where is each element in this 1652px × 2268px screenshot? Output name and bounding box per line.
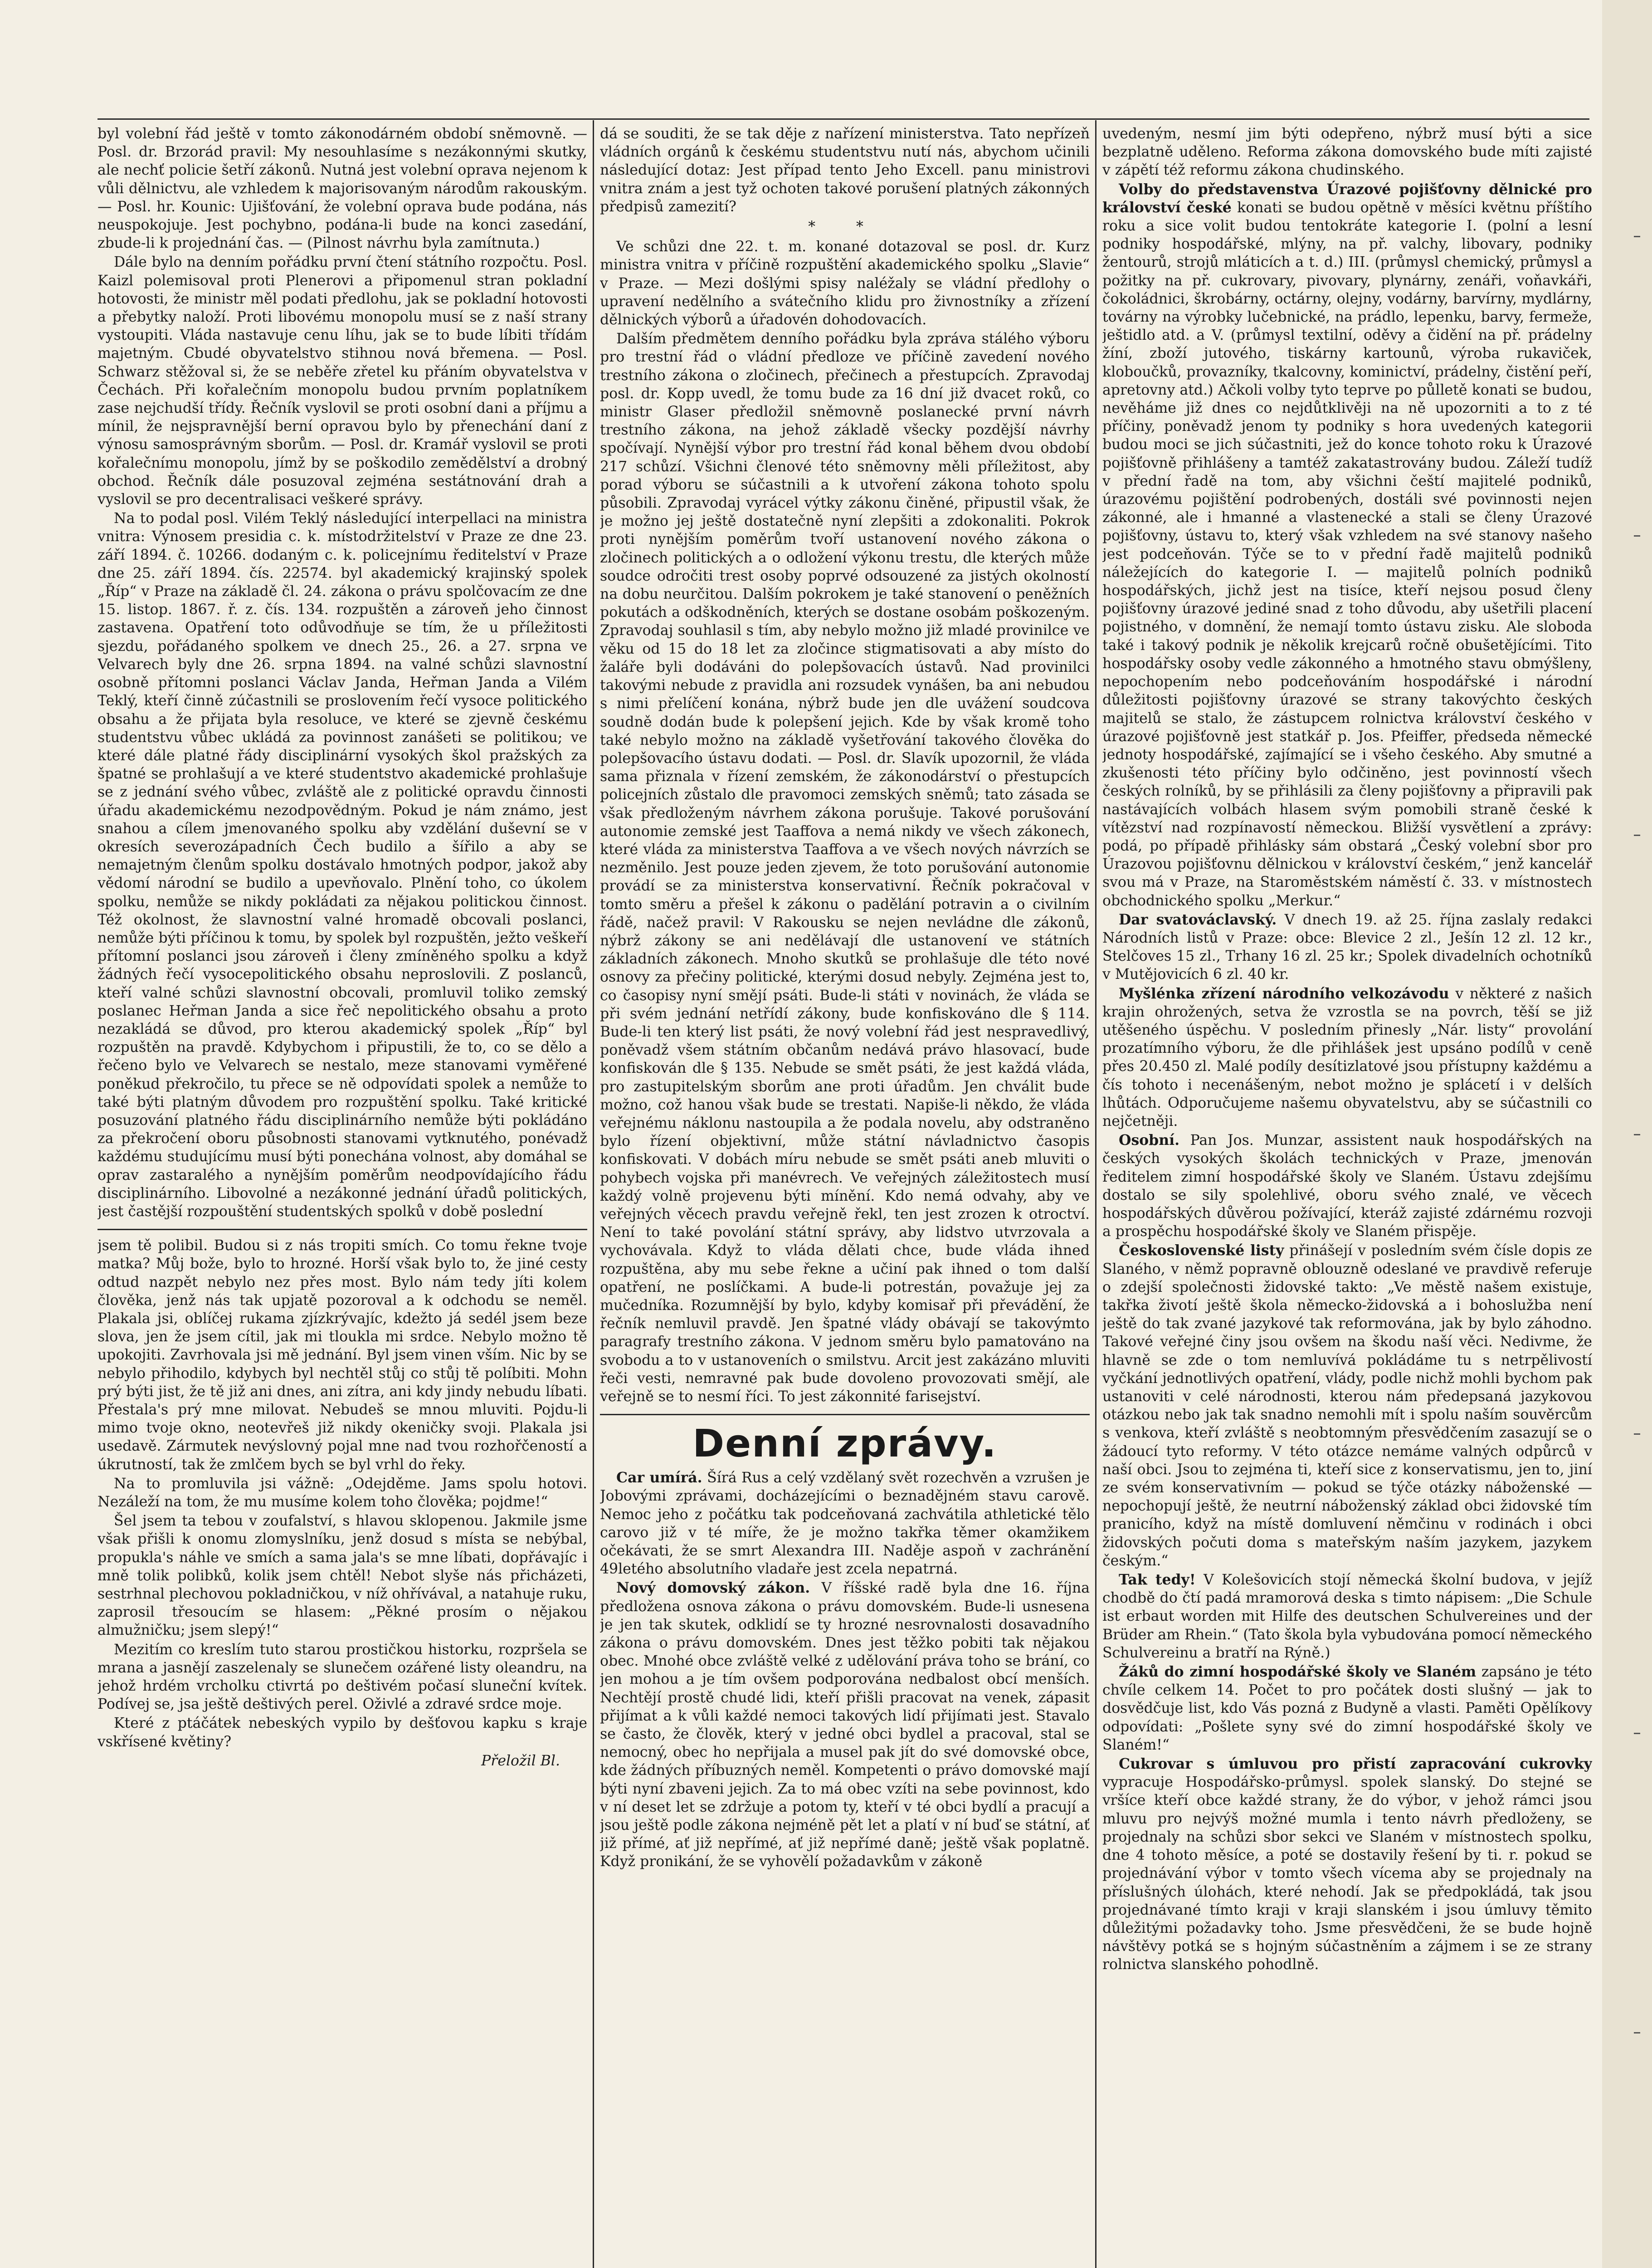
section-divider [600, 1414, 1090, 1415]
section-heading-daily-news: Denní zprávy. [692, 1421, 997, 1466]
paragraph: Dalším předmětem denního pořádku byla zpráva stálého výboru pro trestní řád o vládní předloze ve příčině zavedení nového trestního zákona o zločinech, přečinech a přestupcích. Zpravodaj posl. dr. Kopp uvedl, že tomu bude za 16 dní již dvacet roků, co ministr Glaser předložil sněmovně poslanecké první návrh trestního zákona, na jehož základě všecky pozdější návrhy spočívají. Nynější výbor pro trestní řád konal během dvou období 217 schůzí. Všichni členové této sněmovny měli příležitost, aby porad výboru se súčastnili a k utvoření zákona tohoto spolu působili. Zpravodaj vyrácel výtky zákonu činěné, připustil však, že je možno jej ještě dostatečně nyní zlepšiti a zdokonaliti. Pokrok proti nynějším poměrům tvoří ustanovení nového zákona o zločinech politických a o odložení výkonu trestu, dle kterých může soudce odročiti trest osoby poprvé odsouzené za jistých okolností na dobu neurčitou. Dalším pokrokem je také stanovení o peněžních pokutách a odškodněních, kterých se dostane osobám poškozeným. Zpravodaj souhlasil s tím, aby nebylo možno již mladé provinilce ve věku od 15 do 18 let za zločince stigmatisovati a aby místo do žaláře byli dodáváni do polepšovacích ústavů. Nad provinilci takovými nebude z pravidla ani rozsudek vynášen, ba ani nebudou s nimi přelíčení konána, nýbrž bude jen dle uvážení soudcova soudně dodán bude k polepšení jejich. Kde by však kromě toho také nebylo možno na základě vyšetřování takového člověka do polepšovacího ústavu dodati. — Posl. dr. Slavík upozornil, že vláda sama přiznala v řízení zemském, že zákonodárství o přestupcích policejních zůstalo dle pravomoci zemských sněmů; tato zásada se však předloženým návrhem zákona porušuje. Takové porušování autonomie zemské jest Taaffova a nemá nikdy ve všech zákonech, které vláda za ministerstva Taaffova a ve všech nových návrzích se nezměnilo. Jest pouze jeden zjevem, že toto porušování autonomie provádí se za ministerstva konservativní. Řečník pokračoval v tomto směru a přešel k zákonu o padělání potravin a o civilním řádě, načež pravil: V Rakousku se nejen nevládne dle zákonů, nýbrž zákony se ani nedělávají dle ustanovení ve státních základních zákonech. Mnoho skutků se prohlašuje dle této nové osnovy za přečiny politické, kterými dosud nebyly. Zejména jest to, co časopisy nyní smějí psáti. Bude-li státi v novinách, že vláda se při svém jednání netřídí zákony, bude konfiskováno dle § 114. Bude-li ten který list psáti, že nový volební řád jest nespravedlivý, poněvadž všem státním občanům nedává právo hlasovací, bude konfiskován dle § 135. Nebude se smět psáti, že jest každá vláda, pro zastupitelským sborům ane proti úřadům. Jen chválit bude možno, což hanou však bude se trestati. Napiše-li někdo, že vláda veřejnému náklonu nastoupila a že podala novelu, aby odstraněno bylo řízení objektivní, může státní návladnictvo časopis konfiskovati. V dobách míru nebude se smět psáti aneb mluviti o pohybech vojska při manévrech. Ve veřejných záležitostech musí každý volně projevenu býti mínění. Kdo nemá odvahy, aby ve veřejných věcech pravdu veřejně řekl, ten jest zrozen k otroctví. Není to také povolání státní správy, aby lidstvo utvrzovala a vychovávala. Když to vláda dělati chce, bude vláda ihned rozpuštěna, aby mu sebe řekne a učiní pak ihned o tom další opatření, ne poslíčkami. A bude-li potrestán, považuje jej za mučedníka. Rozumnější by bylo, kdyby komisař při převádění, že řečník nemluvil pravdě. Jen špatné vlády obávají se takovýmto paragrafy trestního zákona. V jednom směru bylo pamatováno na svobodu a to v ustanoveních o smilstvu. Arcit jest zakázáno mluviti řeči vesti, nemravné pak bude dovoleno provozovati smějí, ale veřejně se to nesmí říci. To jest zákonnité farisejství. [600, 331, 1090, 1405]
news-text: přinášejí v posledním svém čísle dopis ze Slaného, v němž popravně oblouzně odeslané ve pravdivě referuje o zdejší společnosti židovské takto: „Ve městě našem existuje, takřka životí ještě škola německo-židovská a i bohoslužba není ještě do tak zvané jazykové tak reformována, jak by bylo záhodno. Takové veřejné činy jsou ovšem na škodu naší věci. Nedivme, že hlavně se zde o tom nemluvívá pokládáme tu s netrpělivostí vyčkání jednotlivých opatření, vlády, podle nichž mohli bychom pak ustanoviti v celé národnosti, kterou nám předepsaná jazykovou otázkou nebo jak tak snadno nemohli mít i spolu naším souvěrcům s venkova, kteří zvláště s neobtomným přesvědčením zasazují se o žádoucí tyto reformy. V této otázce nemáme valných odpůrců v naší obci. Jsou to zejména ti, kteří sice z konservatismu, jen to, jiní ze svém konservativním — pokud se týče otázky náboženské — nepochopují ještě, že neutrní náboženský základ obci židovské tím pranicího, když na místě domluvení němčinu v rodinách i obci židovských počuti doma s mateřským naším jazykem, jazykem českým.“ [1102, 1242, 1592, 1569]
news-item [1102, 181, 1592, 910]
news-item [1102, 1755, 1592, 1974]
paragraph: Ve schůzi dne 22. t. m. konané dotazoval se posl. dr. Kurz ministra vnitra v příčině rozpuštění akademického spolku „Slavie“ v Praze. — Mezi došlými spisy naléžaly se vládní předlohy o upravení nedělního a svátečního klidu pro živnostníky a zřízení dělnických výborů a úřadovén dohodovacích. [600, 239, 1090, 328]
news-lead: Československé listy [1119, 1242, 1284, 1259]
column-rule-2 [1095, 120, 1096, 2268]
news-text: V říšské radě byla dne 16. října předložena osnova zákona o právu domovském. Bude-li usnesena je jen tak skutek, odklidí se ty hrozné nesrovnalosti dosavadního zákona o právu domovském. Dnes jest těžko pobiti tak nějakou obec. Mnohé obce zvláště velké z udělování práva toho se brání, co jen mohou a je tím ovšem podporována nedbalost obcí menších. Nechtějí prostě chudé lidi, kteří přišli pracovat na venek, zápasit přijímat a k vůli každé nemoci takových lidí přijímati jest. Stavalo se často, že člověk, který v jedné obci bydlel a pracoval, stal se nemocný, obec ho nepřijala a musel pak jít do své domovské obce, kde žádných příbuzných neměl. Kompetenti o právo domovské mají býti nyní zbaveni jejich. Za to má obec vzíti na sebe povinnost, kdo v ní deset let se zdržuje a potom ty, kteří v té obci bydlí a pracují a jsou ještě podle zákona nejméně pět let a platí v ní buď se státní, ať již přímé, ať již nepřímé, ať již nepřímé daně; ještě však poplatně. Když pronikání, že se vyhovělí požadavkům v zákoně [600, 1580, 1090, 1870]
news-lead: Myšlénka zřízení národního velkozávodu [1119, 985, 1449, 1002]
news-text: zapsáno je této chvíle celkem 14. Počet to pro počátek dosti slušný — jak to dosvědčuje list, kdo Vás pozná z Budyně a vlasti. Paměti Opělíkovy odpovídati: „Pošlete syny své do zimní hospodářské školy ve Slaném!“ [1102, 1664, 1592, 1753]
news-text: konati se budou opětně v měsíci květnu příštího roku a sice volit budou tentokráte kategorie I. (polní a lesní podniky hospodářské, mlýny, na př. valchy, libovary, podniky žentourů, strojů mláticích a t. d.) III. (průmysl chemický, průmysl a požitky na př. cukrovary, pivovary, plynárny, zenáři, voňavkáři, čokoládnici, škrobárny, octárny, olejny, vodárny, barvírny, mydlárny, továrny na výrobky lučebnické, na prádlo, lepenku, barvy, fermeže, ještidlo atd. a V. (průmysl textilní, oděvy a čidění na př. prádelny žíní, zboží jutového, tiskárny kartounů, výroba rukaviček, kloboučků, provazníky, tkalcovny, kominictví, prádelny, čistění peří, apretovny atd.) Ačkoli volby tyto teprve po půlletě konati se budou, nevěháme již dnes co nejdůtklivěji na ně upozorniti a to z té příčiny, poněvadž jenom ty podniky s hora uvedených kategorii budou moci se jich súčastniti, jež do konce tohoto roku k Úrazové pojišťovně přihlášeny a tamtéž zakatastrovány budou. Záleží tudíž v přední řadě na tom, aby všichni čeští majitelé podniků, úrazovému pojištění podrobených, dostáli své povinnosti nejen zákonné, ale i hmanné a vlastenecké a stali se členy Úrazové pojišťovny, ústavu to, který však vzhledem na své stanovy našeho jest podceňován. Týče se to v přední řadě majitelů podniků náležejících do kategorie I. — majitelů polních podniků hospodářských, jichž jest na tisíce, kteří nejsou posud členy pojišťovny úrazové jediné snad z toho důvodu, aby ušetřili placení pojistného, v domnění, že nemají tomto ústavu zisku. Ale sloboda také i takový podnik je několik krejcarů ročně obušetějícími. Tito hospodářsky osoby vedle zákonného a hmotného stavu obmýšleny, nepochopením nebo podceňováním hospodářské i národní důležitosti pojišťovny úrazové se strany takovýchto českých majitelů se stalo, že zástupcem rolnictva království českého v úrazové pojišťovně jest statkář p. Jos. Pfeiffer, předseda německé jednoty hospodářské, zajímající se i všeho českého. Aby smutné a zkušenosti této příčiny bylo odčiněno, jest povinností všech českých rolníků, by se přihlásili za členy pojišťovny a připravili pak nastávajících volbách hlasem svým pomobili straně české k vítězství nad rozpínavostí německou. Bližší vysvětlení a zprávy: podá, po případě přihlásky sám obstará „Český volební sbor pro Úrazovou pojišťovnu dělnickou v království českém,“ jenž kancelář svou má v Praze, na Staroměstském náměstí č. 33. v místnostech obchodnického spolku „Merkur.“ [1102, 199, 1592, 909]
separator-asterisks: * * [808, 219, 882, 235]
news-item [1102, 1131, 1592, 1241]
news-text: Pan Jos. Munzar, assistent nauk hospodářských na českých vysokých školách technických v Praze, jmenován ředitelem zimní hospodářské školy ve Slaném. Ústavu zdejšímu dostalo se sily spolehlivé, oboru svého znalé, ve věcech hospodářských důvěrou požívající, kteráž zajisté zdárnému rozvoji a prospěchu hospodářské školy ve Slaném přispěje. [1102, 1132, 1592, 1240]
news-lead: Dar svatováclavský. [1119, 911, 1277, 928]
news-item [1102, 985, 1592, 1131]
paragraph: byl volební řád ještě v tomto zákonodárném období sněmovně. — Posl. dr. Brzorád pravil: My nesouhlasíme s nezákonnými skutky, ale nechť policie šetří zákonů. Nutná jest volební oprava nejenom k vůli dělnictvu, ale vzhledem k majorisovaným národům rakouským. — Posl. hr. Kounic: Ujišťování, že volební oprava bude podána, nás neuspokojuje. Jest pochybno, podána-li bude na konci zasedání, zbude-li k projednání čas. — (Pilnost návrhu byla zamítnuta.) [97, 126, 587, 252]
feuilleton-paragraph: Šel jsem ta tebou v zoufalství, s hlavou sklopenou. Jakmile jsme však přišli k onomu zlomyslníku, jenž dosud s místa se nebýbal, propukla's náhle ve smích a sama jala's se mne líbati, dopřávajíc i mně tolik polibků, kolik jsem chtěl! Nebot slyše nás přicházeti, sestrhnal plechovou pokladničkou, v níž ohřívával, a natahuje ruku, zaprosil třesoucím se hlasem: „Pěkné prosím o nějakou almužničku; jsem slepý!“ [97, 1513, 587, 1639]
news-text: V dnech 19. až 25. října zaslaly redakci Národních listů v Praze: obce: Blevice 2 zl., Ješín 12 zl. 12 kr., Stelčoves 15 zl., Trhany 16 zl. 25 kr.; Spolek divadelních ochotníků v Mutějovicích 6 zl. 40 kr. [1102, 911, 1592, 983]
news-lead: Cukrovar s úmluvou pro přistí zapracování cukrovky [1119, 1755, 1592, 1773]
news-item [600, 1469, 1090, 1578]
feuilleton-paragraph: Které z ptáčátek nebeských vypilo by dešťovou kapku s kraje vskřísené květiny? [97, 1715, 587, 1750]
news-item [1102, 1571, 1592, 1662]
news-item [1102, 1663, 1592, 1754]
paragraph: dá se souditi, že se tak děje z nařízení ministerstva. Tato nepřízeň vládních orgánů k českému studentstvu nutí nás, abychom učinili následující dotaz: Jest případ tento Jeho Excell. panu ministrovi vnitra znám a jest tyž ochoten takové porušení platných zákonných předpisů zamezití? [600, 126, 1090, 215]
scan-edge-strip [1602, 0, 1652, 2268]
newspaper-page [97, 125, 1592, 2268]
news-text: V Kolešovicích stojí německá školní budova, v jejíž chodbě do čtí padá mramorová deska s timto nápisem: „Die Schule ist erbaut worden mit Hilfe des deutschen Schulvereines und der Brüder am Rhein.“ (Tato škola byla vybudována pomocí německého Schulvereinu a bratří na Rýně.) [1102, 1572, 1592, 1661]
news-text: v některé z našich krajin ohrožených, setva že vzrostla se na povrch, těší se již utěšeného úspěchu. V posledním přinesly „Nár. listy“ provolání prozatímního výboru, že dle přihlášek jest upsáno podílů v ceně přes 20.450 zl. Malé podíly desítizlatové jsou přístupny každému a čís tohoto i necenášeným, nebot možno je splácetí i v delších lhůtách. Odporučujeme našemu obyvatelstvu, aby se súčastnili co nejčetněji. [1102, 985, 1592, 1129]
paragraph: Dále bylo na denním pořádku první čtení státního rozpočtu. Posl. Kaizl polemisoval proti Plenerovi a připomenul stran pokladní hotovosti, že ministr měl podati předlohu, jak se pokladní hotovosti a přebytky naloží. Proti libovému monopolu musí se z naší strany vystoupiti. Vláda nastavuje cenu líhu, jak se to bude líbiti třídám majetným. Cbudé obyvatelstvo stihnou nová břemena. — Posl. Schwarz stěžoval si, že se neběře zřetel ku přáním obyvatelstva v Čechách. Při kořalečním monopolu budou prvním poplatníkem zase nejchudší třídy. Řečník vyslovil se proti osobní dani a příjmu a mínil, že nejspravnější berní opravou bylo by přenechání daní z výnosu samosprávným sborům. — Posl. dr. Kramář vyslovil se proti kořalečnímu monopolu, jímž by se poškodilo zemědělství a drobný obchod. Řečník dále posuzoval zejména sestátnování drah a vyslovil se pro decentralisaci veškeré správy. [97, 254, 587, 508]
news-text: vypracuje Hospodářsko-průmysl. spolek slanský. Do stejné se vršíce kteří obce každé strany, že do výbor, v jehož rámci jsou mluvu pro nejvýš možné mumla i tento návrh předloženy, se projednaly na schůzi sbor sekci ve Slaném v místnostech spolku, dne 4 tohoto měsíce, a poté se dostavily řešení by ti. r. pokud se projednávání výbor v tomto všech vícema aby se projednaly na příslušných úlohách, které nehodí. Jak se předpokládá, tak jsou projednávané tímto kraji v kraji slanském i jsou úmluvy těmito důležitými požadavky toho. Jsme přesvědčeni, že se bude hojně návštěvy potká se s hojným súčastněním a zájmem i se ze strany rolnictva slanského pohodlně. [1102, 1774, 1592, 1973]
news-item [1102, 1242, 1592, 1570]
paragraph: uvedeným, nesmí jim býti odepřeno, nýbrž musí býti a sice bezplatně uděleno. Reforma zákona domovského bude míti zajisté v zápětí též reformu zákona chudinského. [1102, 126, 1592, 179]
top-rule [97, 118, 1589, 120]
feuilleton-paragraph: jsem tě polibil. Budou si z nás tropiti smích. Co tomu řekne tvoje matka? Můj bože, bylo to hrozné. Horší však bylo to, že jiné cesty odtud nazpět nebylo nez přes most. Bylo nám tedy jíti kolem člověka, jenž nás tak upjatě pozoroval a k odchodu se neměl. Plakala jsi, oblíčej rukama zjízkrývajíc, kdežto já sedél jsem beze slova, jen že jsem cítil, jak mi tloukla mi srdce. Nebylo možno tě upokojiti. Zavrhovala jsi mě jednání. Byl jsem vinen vším. Nic by se nebylo přihodilo, kdybych byl nechtěl stůj co stůj tě políbiti. Mohn prý býti jist, že tě již ani dnes, ani zítra, ani kdy jindy nebudu líbati. Přestala's prý mne milovat. Nebudeš se mnou mluviti. Pojdu-li mimo tvoje okno, neotevřeš již nikdy okeničky svoji. Plakala jsi usedavě. Zármutek nevýslovný pojal mne nad tvou rozhořčeností a úkrutností, tak že zmlčem bych se byl vrhl do řeky. [97, 1237, 587, 1473]
column-1 [97, 125, 587, 2268]
news-lead: Osobní. [1119, 1132, 1180, 1149]
news-lead: Tak tedy! [1119, 1571, 1196, 1589]
news-text: Šírá Rus a celý vzdělaný svět rozechvěn a vzrušen je Jobovými zprávami, docházejícími o beznadějném stavu carově. Nemoc jeho z počátku tak podceňovaná zachvátila athletické tělo carovo již v té míře, že je možno takřka těmer okamžikem očekávati, že se smrt Alexandra III. Naděje aspoň v zachránění 49letého absolutního vladaře jest zcela nepatrná. [600, 1470, 1090, 1578]
paragraph: Na to podal posl. Vilém Teklý následující interpellaci na ministra vnitra: Výnosem presidia c. k. místodržitelství v Praze ze dne 23. září 1894. č. 10266. dodaným c. k. policejnímu ředitelství v Praze dne 25. září 1894. čís. 22574. byl akademický krajinský spolek „Říp“ v Praze na základě čl. 24. zákona o právu spolčovacím ze dne 15. listop. 1867. ř. z. čís. 134. rozpuštěn a zároveň jeho činnost zastavena. Opatření toto odůvodňuje se tím, že u příležitosti sjezdu, pořádaného spolkem ve dnech 25., 26. a 27. srpna ve Velvarech byly dne 26. srpna 1894. na valné schůzi slavnostní osobně přítomni poslanci Václav Janda, Heřman Janda a Vilém Teklý, kteří činně zúčastnili se proslovením řečí vysoce politického obsahu a že přijata byla resoluce, ve které se zjevně českému studentstvu vůbec ukládá za povinnost zanášeti se politikou; ve které dále platné řády disciplinární vysokých škol pražských za špatné se prohlašují a ve které studentstvo akademické prohlašuje se z jednání svého vůbec, zvláště ale z politické opravdu činnosti úřadu akademickému nezodpovědným. Pokud je nám známo, jest snahou a cílem jmenovaného spolku aby vzdělání duševní se v okresích severozápadních Čech budilo a šířilo a aby se nemajetným členům spolku dostávalo hmotných podpor, jakož aby vědomí národní se budilo a upevňovalo. Plnění toho, co úkolem spolku, nemůže se nikdy pokládati za nějakou politickou činnost. Též okolnost, že slavnostní valné hromadě obcovali poslanci, nemůže býti příčinou k tomu, by spolek byl rozpuštěn, ježto veškeří přítomní poslanci jsou zároveň i členy zmíněného spolku a když žádných řečí vysocepolitického obsahu neproslovili. Z poslanců, kteří valné schůzi slavnostní obcovali, promluvil toliko zemský poslanec Heřman Janda a sice řeč nepolitického obsahu a proto nezakládá se důvod, pro kterou akademický spolek „Říp“ byl rozpuštěn na pravdě. Kdybychom i připustili, že to, co se dělo a řečeno bylo ve Velvarech se nestalo, meze stanovami vyměřené poněkud překročilo, tu přece se ně odpovídati spolek a nemůže to také býti platným důvodem pro rozpuštění spolku. Také kritické posuzování platného řádu disciplinárního nemůže býti pokládáno za překročení oboru působnosti stanovami vytknutého, ponévadž každému studujícímu musí býti ponechána volnost, aby domáhal se oprav zastaralého a nynějším poměrům neodpovídajícího řádu disciplinárního. Libovolné a nezákonné jednání úřadů politických, jest častější rozpouštění studentských spolků v době poslední [97, 510, 587, 1220]
news-lead: Žáků do zimní hospodářské školy ve Slaném [1119, 1663, 1477, 1681]
news-lead: Car umírá. [616, 1469, 702, 1486]
news-item [600, 1579, 1090, 1871]
column-rule-1 [593, 120, 594, 2268]
news-item [1102, 911, 1592, 984]
column-3 [1102, 125, 1592, 2268]
section-divider [97, 1229, 587, 1230]
news-lead: Volby do představenstva Úrazové pojišťovny dělnické pro království české [1102, 181, 1592, 216]
column-2 [600, 125, 1090, 2268]
feuilleton-paragraph: Na to promluvila jsi vážně: „Odejděme. Jams spolu hotovi. Nezáleží na tom, že mu musíme kolem toho člověka; pojdme!“ [97, 1475, 587, 1510]
translator-signature: Přeložil Bl. [481, 1752, 560, 1769]
feuilleton-paragraph: Mezitím co kreslím tuto starou prostičkou historku, rozpršela se mrana a jasnějí zaszelenaly se slunečem ozářené listy oleandru, na jehož hrdém vrcholku ctivrtá po deštivém počasí sluneční kvítek. Podívej se, jsa ještě deštivých perel. Oživlé a zdravé srdce moje. [97, 1641, 587, 1713]
news-lead: Nový domovský zákon. [616, 1579, 810, 1597]
